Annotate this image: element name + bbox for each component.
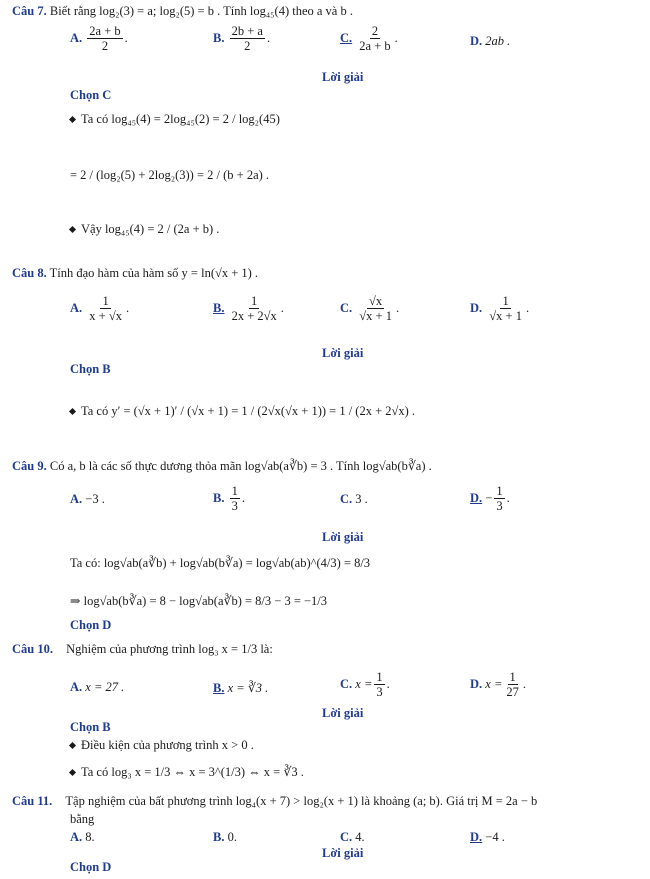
bullet-icon — [69, 116, 76, 123]
fraction: $\frac{2a + b}{2}$ — [89, 24, 121, 54]
solution-step: Ta có log₄₅(4) = 2log₄₅(2) = 2 / log₂(45) — [70, 112, 280, 127]
bullet-icon — [69, 226, 76, 233]
option-d[interactable]: D. −4 . — [470, 830, 505, 844]
option-a[interactable]: A. $\frac{2a + b}{2}$ . — [70, 24, 128, 54]
option-label: C. — [340, 830, 353, 844]
option-label-correct: B. — [213, 300, 225, 315]
question-text: Tính đạo hàm của hàm số y = ln(√x + 1) . — [49, 266, 259, 280]
option-label: D. — [470, 300, 483, 315]
option-a[interactable]: A. $\frac{1}{x + √x}$ . — [70, 294, 130, 324]
bullet-icon — [69, 742, 76, 749]
fraction: $\frac{1}{3}$ — [496, 484, 503, 514]
option-c[interactable]: C. 4. — [340, 830, 365, 844]
option-label: A. — [70, 492, 83, 506]
question-9-stem — [12, 458, 432, 474]
fraction: $\frac{√x}{√x + 1}$ — [359, 294, 392, 324]
option-label: C. — [340, 300, 353, 315]
option-a[interactable]: A. −3 . — [70, 492, 105, 506]
fraction: $\frac{1}{27}$ — [506, 670, 519, 700]
question-number: Câu 10. — [12, 642, 53, 656]
solution-heading: Lời giải — [322, 70, 364, 84]
option-label: A. — [70, 300, 83, 315]
option-c[interactable]: C. x = $\frac{1}{3}$ . — [340, 670, 390, 700]
option-b[interactable]: B. 0. — [213, 830, 237, 844]
question-number: Câu 9. — [12, 459, 47, 473]
answer-choice: Chọn C — [70, 88, 112, 102]
option-b[interactable]: B. $\frac{2b + a}{2}$ . — [213, 24, 271, 54]
bullet-icon — [69, 769, 76, 776]
option-label: B. — [213, 490, 225, 505]
question-number: Câu 8. — [12, 266, 47, 280]
option-d[interactable]: D. x = $\frac{1}{27}$ . — [470, 670, 527, 700]
question-7-stem — [12, 4, 353, 19]
solution-heading: Lời giải — [322, 530, 364, 544]
option-c[interactable]: C. 3 . — [340, 492, 368, 506]
solution-step: Điều kiện của phương trình x > 0 . — [70, 738, 254, 753]
option-a[interactable]: A. 8. — [70, 830, 95, 844]
bullet-icon — [69, 408, 76, 415]
question-10-stem — [12, 642, 273, 657]
fraction: $\frac{1}{2x + 2√x}$ — [231, 294, 277, 324]
solution-step: ⇒ log√ab(b∛a) = 8 − log√ab(a∛b) = 8/3 − 3 = −1/3 — [70, 594, 328, 608]
option-d[interactable]: D. − $\frac{1}{3}$ . — [470, 484, 510, 514]
option-label: D. — [470, 34, 483, 48]
option-label: D. — [470, 676, 483, 691]
option-d[interactable]: D. 2ab . — [470, 34, 511, 48]
question-11-stem — [12, 794, 537, 809]
question-text: Nghiệm của phương trình log₃ x = 1/3 là: — [66, 642, 273, 656]
solution-step: Ta có: log√ab(a∛b) + log√ab(b∛a) = log√ab(ab)^(4/3) = 8/3 — [70, 556, 371, 570]
option-label-correct: B. — [213, 681, 225, 695]
solution-step: Vậy log₄₅(4) = 2 / (2a + b) . — [70, 222, 219, 237]
solution-heading: Lời giải — [322, 346, 364, 360]
option-label-correct: D. — [470, 830, 483, 844]
option-c[interactable]: C. $\frac{2}{2a + b}$ . — [340, 24, 398, 54]
fraction: $\frac{2b + a}{2}$ — [231, 24, 263, 54]
option-label: A. — [70, 680, 83, 694]
answer-choice: Chọn D — [70, 860, 112, 874]
fraction: $\frac{1}{3}$ — [376, 670, 383, 700]
option-label-correct: D. — [470, 490, 483, 505]
solution-heading: Lời giải — [322, 706, 364, 720]
option-label-correct: C. — [340, 30, 353, 45]
fraction: $\frac{1}{√x + 1}$ — [489, 294, 522, 324]
option-b[interactable]: B. x = ∛3 . — [213, 681, 269, 695]
solution-heading: Lời giải — [322, 846, 364, 860]
question-text: Biết rằng log₂(3) = a; log₂(5) = b . Tính log₄₅(4) theo a và b . — [49, 4, 353, 18]
option-label: B. — [213, 830, 225, 844]
question-text: Có a, b là các số thực dương thỏa mãn log√ab(a∛b) = 3 . Tính log√ab(b∛a) . — [49, 459, 432, 473]
option-a[interactable]: A. x = 27 . — [70, 680, 125, 694]
option-label: B. — [213, 30, 225, 45]
option-label: C. — [340, 492, 353, 506]
fraction: $\frac{1}{3}$ — [231, 484, 238, 514]
question-text: Tập nghiệm của bất phương trình log₄(x + 7) > log₂(x + 1) là khoảng (a; b). Giá trị M = 2a − b — [65, 794, 538, 808]
fraction: $\frac{2}{2a + b}$ — [359, 24, 391, 54]
option-label: C. — [340, 676, 353, 691]
option-d[interactable]: D. $\frac{1}{√x + 1}$ . — [470, 294, 530, 324]
answer-choice: Chọn B — [70, 720, 111, 734]
question-number: Câu 7. — [12, 4, 47, 18]
answer-choice: Chọn B — [70, 362, 111, 376]
question-text-continued: bằng — [70, 812, 95, 826]
question-8-stem — [12, 266, 258, 281]
option-label: A. — [70, 30, 83, 45]
fraction: $\frac{1}{x + √x}$ — [89, 294, 122, 324]
solution-step: Ta có log₃ x = 1/3 ⇔ x = 3^(1/3) ⇔ x = ∛3 . — [70, 764, 304, 780]
solution-step: = 2 / (log₂(5) + 2log₂(3)) = 2 / (b + 2a) . — [70, 168, 270, 182]
option-b[interactable]: B. $\frac{1}{2x + 2√x}$ . — [213, 294, 284, 324]
option-b[interactable]: B. $\frac{1}{3}$ . — [213, 484, 245, 514]
option-c[interactable]: C. $\frac{√x}{√x + 1}$ . — [340, 294, 400, 324]
answer-choice: Chọn D — [70, 618, 112, 632]
question-number: Câu 11. — [12, 794, 53, 808]
option-label: A. — [70, 830, 83, 844]
solution-step: Ta có y′ = (√x + 1)′ / (√x + 1) = 1 / (2√x(√x + 1)) = 1 / (2x + 2√x) . — [70, 404, 415, 419]
